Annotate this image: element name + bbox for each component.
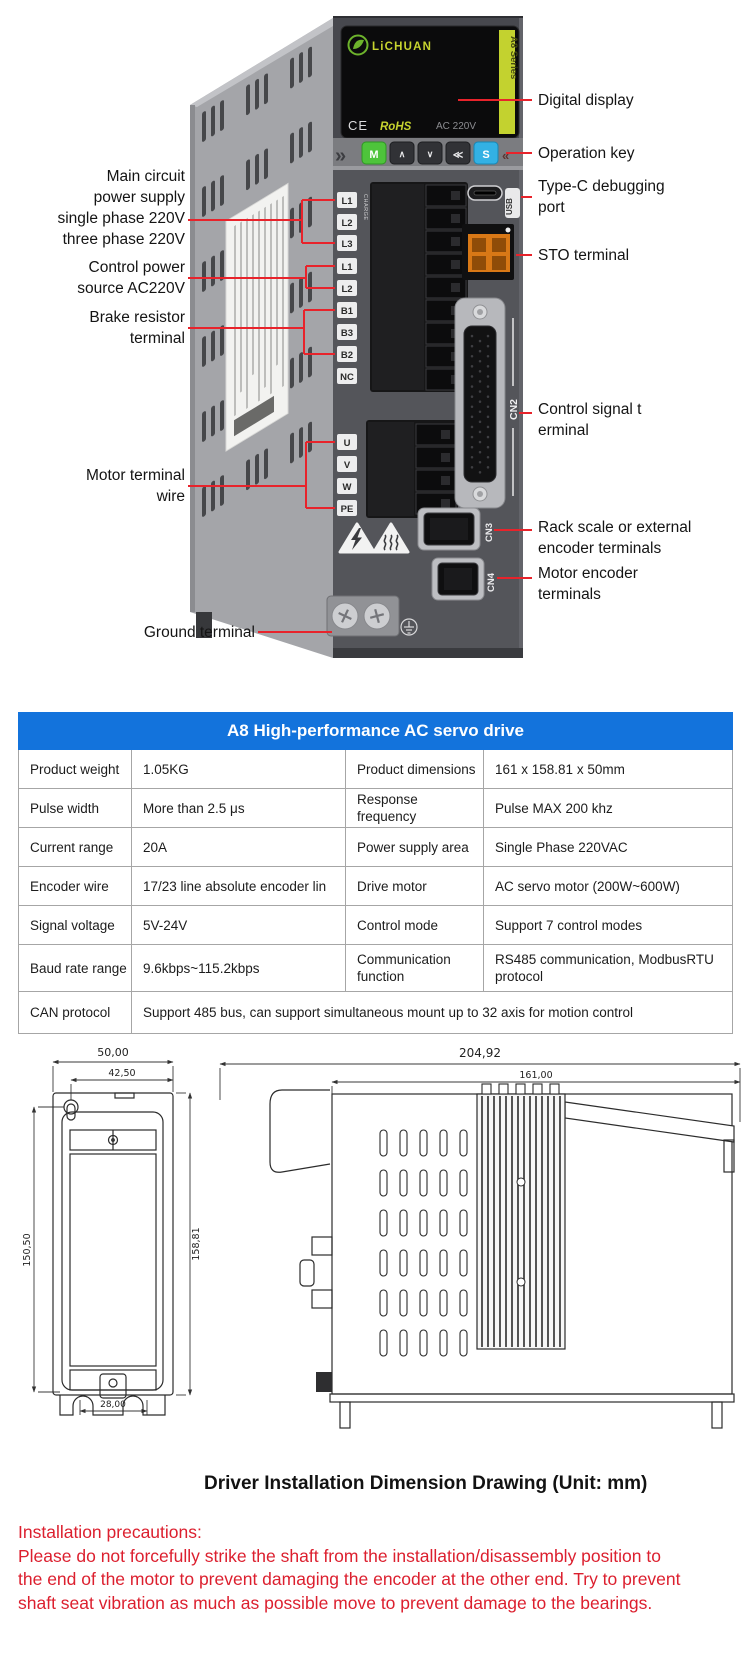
brand-logo-icon [349,36,368,55]
spec-value: 17/23 line absolute encoder lin [132,867,346,906]
terminal-l1: L1 [341,196,353,207]
spec-label: Baud rate range [19,945,132,992]
terminal-b2: B2 [340,350,354,361]
table-row [19,992,733,1034]
cn4-connector [432,558,484,600]
cn2-label: CN2 [508,398,520,420]
spec-label: Signal voltage [19,906,132,945]
device-front-panel [327,16,523,658]
cn4-label: CN4 [486,572,497,592]
down-key-label: ∨ [426,149,434,159]
spec-label: Communication function [346,945,484,992]
callout-rack-scale-label: Rack scale or external encoder terminals [538,519,692,557]
spec-label: Product weight [19,750,132,789]
spec-value: More than 2.5 μs [132,789,346,828]
terminal-v: V [343,460,351,471]
callout-main-circuit-label: Main circuit power supply single phase 220V three phase 220V [57,168,185,248]
precautions-line: Please do not forcefully strike the shaft from the installation/disassembly position to [18,1545,661,1566]
front-view-body [53,1093,173,1415]
callout-brake-resistor-label: Brake resistor terminal [89,309,185,347]
terminal-u: U [343,438,351,449]
power-terminal-block [370,182,468,392]
callout-type-c-label: Type-C debugging port [538,178,665,216]
side-label-sticker [226,183,288,451]
precautions-line: the end of the motor to prevent damaging the encoder at the other end. Try to prevent [18,1569,681,1589]
spec-value: 161 x 158.81 x 50mm [484,750,733,789]
precautions-line: shaft seat vibration as much as possible move to prevent damage to the bearings. [18,1592,653,1613]
spec-value: AC servo motor (200W~600W) [484,867,733,906]
callout-motor-wire-label: Motor terminal wire [85,467,185,505]
spec-value: RS485 communication, ModbusRTU protocol [484,945,733,992]
vent-slots [380,1130,467,1356]
drawing-caption: Driver Installation Dimension Drawing (Unit: mm) [204,1473,648,1494]
callout-motor-encoder-label: Motor encoder terminals [538,565,638,603]
dim-mount-height: 150,50 [22,1233,33,1267]
spec-table-section [18,712,732,1034]
spec-label: Encoder wire [19,867,132,906]
operation-keys [333,138,523,170]
terminal-labels [337,192,357,516]
terminal-b1: B1 [340,306,354,317]
spec-value: Pulse MAX 200 khz [484,789,733,828]
type-c-port [468,186,502,200]
spec-table-title: A8 High-performance AC servo drive [19,713,733,750]
sto-terminal [462,224,514,280]
terminal-w: W [342,482,352,493]
charge-label: CHARGE [362,194,368,221]
callout-operation-key-label: Operation key [538,145,635,162]
spec-value: 5V-24V [132,906,346,945]
front-view-drawing [20,1040,215,1425]
tail-mark: « [502,148,510,163]
dim-foot-width: 28,00 [100,1400,126,1410]
installation-precautions [18,1521,734,1615]
spec-label: Current range [19,828,132,867]
callout-control-power-label: Control power source AC220V [77,259,185,297]
table-row [19,789,733,828]
usb-label: USB [505,198,514,215]
terminal-l2: L2 [341,218,353,229]
dim-overall-height: 158,81 [191,1227,202,1261]
cn3-label: CN3 [484,522,495,542]
dim-overall-width: 50,00 [97,1046,129,1059]
brand-label: LiCHUAN [372,41,433,53]
terminal-b3: B3 [340,328,354,339]
series-badge-label: A8 Series [508,36,519,80]
spec-label: Drive motor [346,867,484,906]
terminal-l3: L3 [341,239,353,250]
spec-label: Control mode [346,906,484,945]
device-side-panel [190,18,333,658]
ff-mark: » [335,145,347,167]
dim-overall-depth: 204,92 [459,1046,501,1060]
callout-ground-label: Ground terminal [143,624,255,641]
digital-display [341,26,519,138]
table-row [19,945,733,992]
callout-sto-label: STO terminal [538,247,630,264]
up-key-label: ∧ [398,149,406,159]
back-key-label: ≪ [452,150,464,161]
precautions-title: Installation precautions: [18,1522,202,1542]
voltage-mark: AC 220V [436,121,477,132]
spec-value: Single Phase 220VAC [484,828,733,867]
dim-body-depth: 161,00 [519,1070,553,1081]
mode-key-label: M [369,149,379,161]
table-row [19,867,733,906]
set-key-label: S [482,149,490,161]
cn3-connector [418,508,480,550]
spec-label: Power supply area [346,828,484,867]
spec-label: CAN protocol [19,992,132,1034]
spec-label: Product dimensions [346,750,484,789]
spec-value: 1.05KG [132,750,346,789]
side-view-drawing [212,1042,747,1442]
terminal-l1c: L1 [341,262,353,273]
table-row [19,750,733,789]
rohs-mark: RoHS [380,121,412,133]
terminal-l2c: L2 [341,284,353,295]
heatsink [477,1084,565,1349]
spec-value: Support 485 bus, can support simultaneous mount up to 32 axis for motion control [132,992,733,1034]
spec-value: 20A [132,828,346,867]
spec-value: Support 7 control modes [484,906,733,945]
table-row [19,906,733,945]
spec-label: Response frequency [346,789,484,828]
table-row [19,828,733,867]
spec-table [18,712,733,1034]
cn2-connector [455,298,505,508]
terminal-nc: NC [340,372,354,383]
motor-terminal-block [366,420,458,518]
spec-label: Pulse width [19,789,132,828]
callout-display-label: Digital display [538,92,634,109]
callout-control-signal-label: Control signal t erminal [538,401,642,439]
spec-value: 9.6kbps~115.2kbps [132,945,346,992]
dim-hole-offset: 42,50 [108,1068,136,1079]
ce-mark: CE [348,118,369,133]
terminal-pe: PE [340,504,354,515]
